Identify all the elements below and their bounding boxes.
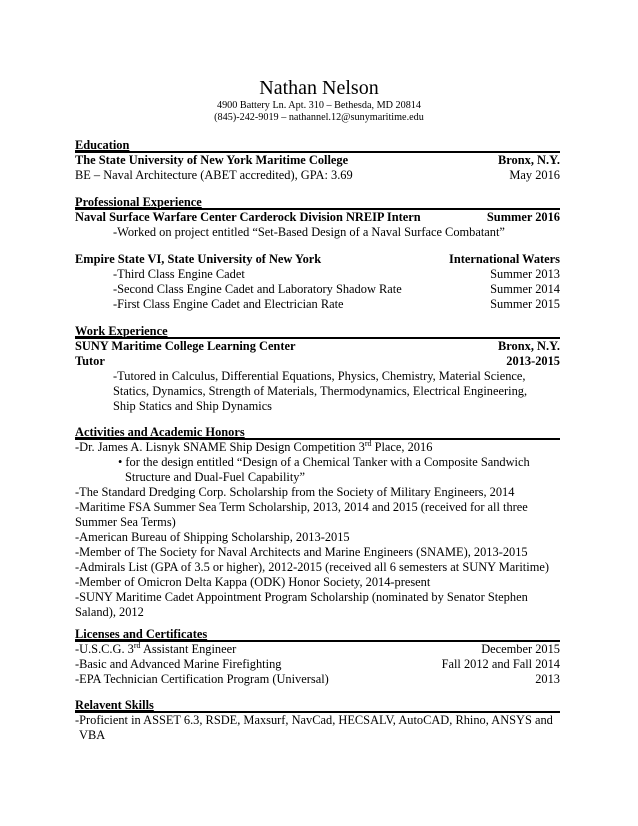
skills-line: VBA — [79, 727, 106, 742]
job-row — [75, 252, 560, 267]
work-dates: 2013-2015 — [506, 353, 560, 368]
work-role-row — [75, 354, 560, 369]
work-org-row — [75, 339, 560, 354]
section-title: Education — [75, 138, 130, 152]
job-location: International Waters — [449, 251, 560, 266]
job-org: Naval Surface Warfare Center Carderock Division NREIP Intern — [75, 209, 421, 224]
job-row — [75, 210, 560, 225]
activity-item: -Member of The Society for Naval Architects and Marine Engineers (SNAME), 2013-2015 — [75, 544, 528, 559]
list-item: -First Class Engine Cadet and Electrician Rate Summer 2015 — [113, 296, 560, 311]
work-description-line: -Tutored in Calculus, Differential Equations, Physics, Chemistry, Material Science, — [113, 368, 526, 383]
work-description-line: Statics, Dynamics, Strength of Materials, Thermodynamics, Electrical Engineering, — [113, 383, 528, 398]
work-location: Bronx, N.Y. — [498, 338, 560, 353]
license-item: -EPA Technician Certification Program (Universal) 2013 — [75, 671, 560, 686]
education-section — [75, 138, 560, 183]
skills-section — [75, 698, 560, 743]
candidate-name: Nathan Nelson — [259, 77, 379, 99]
section-title: Licenses and Certificates — [75, 627, 208, 641]
job-description: -Worked on project entitled “Set-Based Design of a Naval Surface Combatant” — [113, 224, 505, 239]
job-date: Summer 2016 — [486, 209, 560, 224]
work-org: SUNY Maritime College Learning Center — [75, 338, 296, 353]
contact-line: (845)-242-9019 – nathannel.12@sunymaritime.edu — [214, 112, 424, 123]
activity-bullet-continuation: Structure and Dual-Fuel Capability” — [125, 469, 305, 484]
activity-item: -Admirals List (GPA of 3.5 or higher), 2012-2015 (received all 6 semesters at SUNY Maritime) — [75, 559, 549, 574]
education-degree-row — [75, 168, 560, 183]
section-title: Relavent Skills — [75, 698, 154, 712]
work-section — [75, 324, 560, 414]
activity-item: Summer Sea Terms) — [75, 514, 176, 529]
resume-header — [0, 76, 638, 124]
activity-bullet: • for the design entitled “Design of a Chemical Tanker with a Composite Sandwich — [118, 454, 530, 469]
activity-item: Saland), 2012 — [75, 604, 144, 619]
job-org: Empire State VI, State University of New York — [75, 251, 322, 266]
skills-line: -Proficient in ASSET 6.3, RSDE, Maxsurf, NavCad, HECSALV, AutoCAD, Rhino, ANSYS and — [75, 712, 553, 727]
licenses-section — [75, 627, 560, 687]
list-item: -Third Class Engine Cadet Summer 2013 — [113, 266, 560, 281]
degree: BE – Naval Architecture (ABET accredited), GPA: 3.69 — [75, 167, 353, 182]
address-line: 4900 Battery Ln. Apt. 310 – Bethesda, MD 20814 — [216, 100, 421, 111]
activity-item: -Member of Omicron Delta Kappa (ODK) Honor Society, 2014-present — [75, 574, 431, 589]
professional-section — [75, 195, 560, 312]
list-item: -Second Class Engine Cadet and Laboratory Shadow Rate Summer 2014 — [113, 281, 560, 296]
activities-section — [75, 425, 560, 620]
license-item: -U.S.C.G. 3rd Assistant Engineer December 2015 — [75, 640, 560, 656]
activity-item: -The Standard Dredging Corp. Scholarship from the Society of Military Engineers, 2014 — [75, 484, 515, 499]
activity-item: -Maritime FSA Summer Sea Term Scholarship, 2013, 2014 and 2015 (received for all three — [75, 499, 528, 514]
section-title: Activities and Academic Honors — [75, 425, 245, 439]
work-role: Tutor — [75, 353, 105, 368]
school-location: Bronx, N.Y. — [498, 152, 560, 167]
graduation-date: May 2016 — [509, 167, 560, 182]
activity-item: -SUNY Maritime Cadet Appointment Program Scholarship (nominated by Senator Stephen — [75, 589, 528, 604]
license-item: -Basic and Advanced Marine Firefighting Fall 2012 and Fall 2014 — [75, 656, 560, 671]
education-school-row — [75, 153, 560, 168]
activity-item: -American Bureau of Shipping Scholarship, 2013-2015 — [75, 529, 350, 544]
section-title: Work Experience — [75, 324, 168, 338]
section-title: Professional Experience — [75, 195, 202, 209]
activity-item: -Dr. James A. Lisnyk SNAME Ship Design Competition 3rd Place, 2016 — [75, 438, 433, 454]
school-name: The State University of New York Maritime College — [75, 152, 349, 167]
work-description-line: Ship Statics and Ship Dynamics — [113, 398, 273, 413]
